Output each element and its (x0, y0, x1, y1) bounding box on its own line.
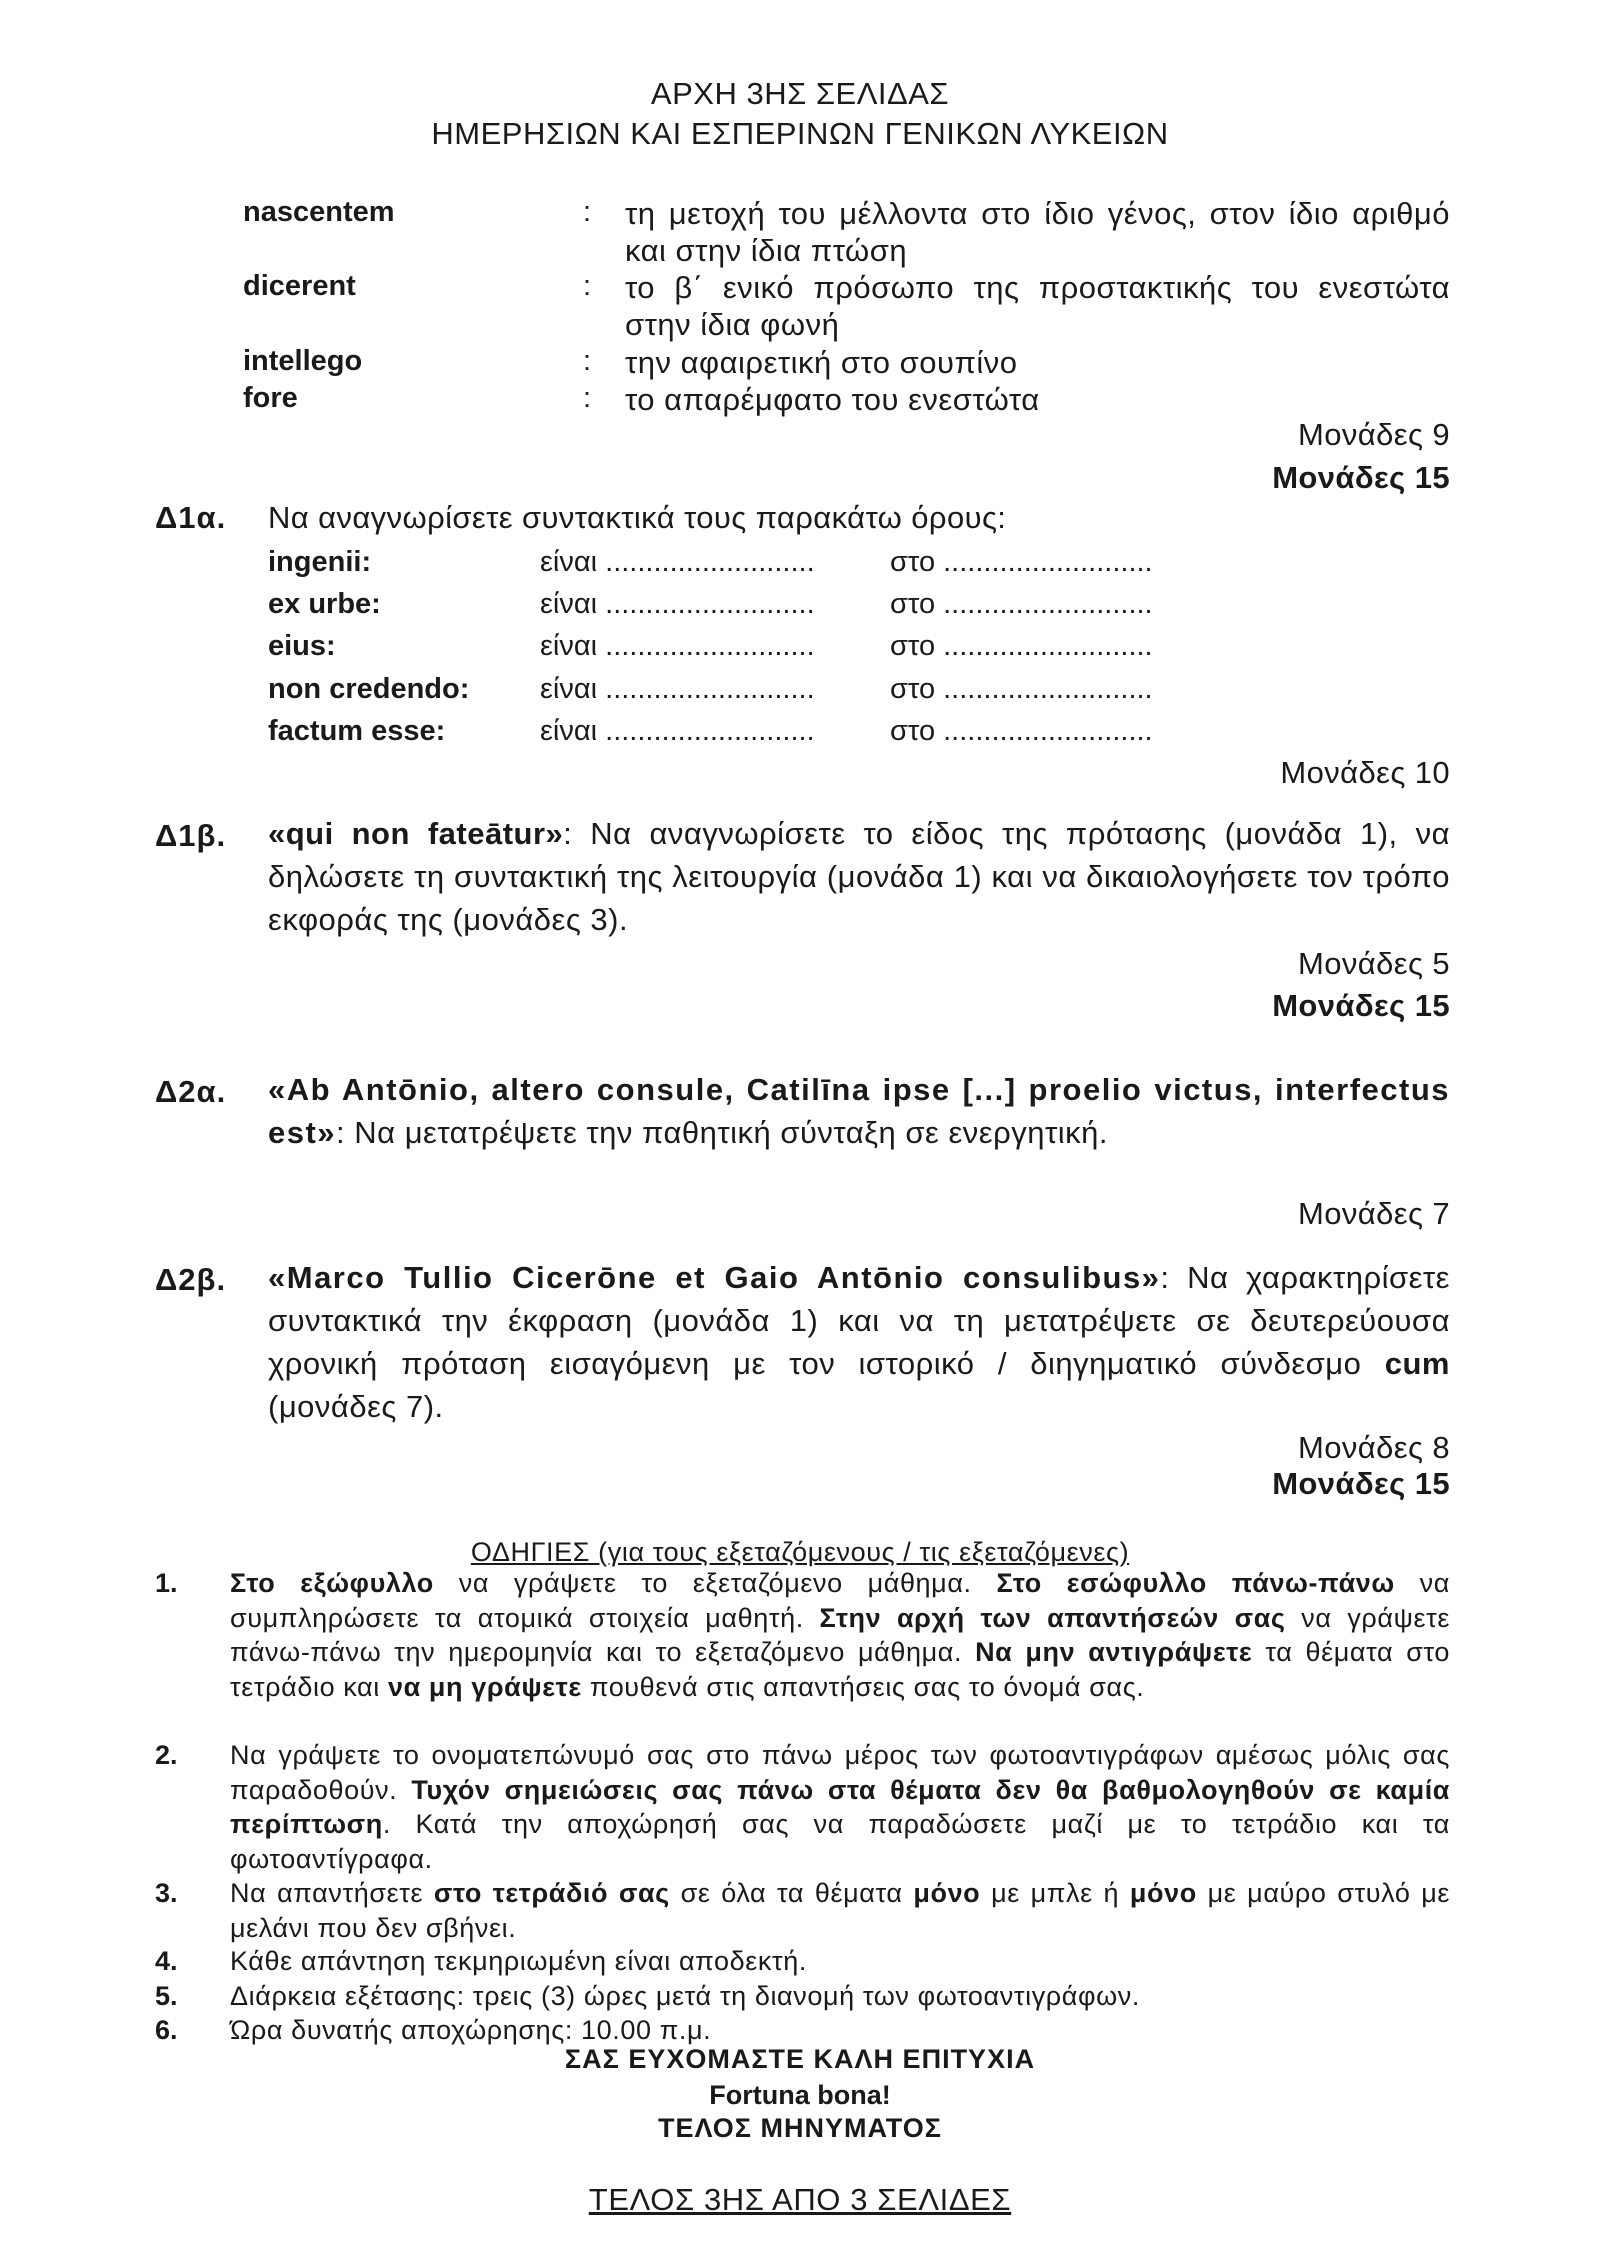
instruction-text: Να γράψετε το ονοματεπώνυμό σας στο πάνω μέρος των φωτοαντιγράφων αμέσως μόλις σας παραδοθούν. (230, 1740, 1450, 1805)
question-body-d2a (268, 1068, 1450, 1154)
instruction-text: Ώρα δυνατής αποχώρησης: 10.00 π.μ. (230, 2015, 712, 2045)
instruction-text-bold: Στο εσώφυλλο πάνω-πάνω (996, 1568, 1420, 1598)
latin-term: ex urbe: (268, 588, 381, 620)
definition-term: nascentem (243, 196, 395, 228)
answer-blank-is: είναι .......................... (540, 630, 815, 662)
instruction-number: 1. (155, 1568, 178, 1598)
definition-colon: : (583, 345, 592, 377)
instruction-text-bold: μόνο (913, 1878, 992, 1908)
definition-text: το απαρέμφατο του ενεστώτα (625, 382, 1040, 417)
instructions-title: ΟΔΗΓΙΕΣ (για τους εξεταζόμενους / τις εξεταζόμενες) (470, 1537, 1130, 1567)
answer-blank-is: είναι .......................... (540, 588, 815, 620)
answer-blank-to: στο .......................... (890, 715, 1153, 747)
question-label-d1a: Δ1α. (155, 500, 227, 535)
instruction-text: . Κατά την αποχώρησή σας να παραδώσετε μαζί με το τετράδιο και τα φωτοαντίγραφα. (230, 1809, 1450, 1874)
definition-colon: : (583, 270, 592, 302)
units-total: Μονάδες 15 (1272, 460, 1450, 495)
instruction-text: με μπλε ή (991, 1878, 1130, 1908)
school-type-header: ΗΜΕΡΗΣΙΩΝ ΚΑΙ ΕΣΠΕΡΙΝΩΝ ΓΕΝΙΚΩΝ ΛΥΚΕΙΩΝ (431, 116, 1169, 151)
definition-colon: : (583, 196, 592, 228)
page-start-header: ΑΡΧΗ 3ΗΣ ΣΕΛΙΔΑΣ (650, 76, 950, 111)
latin-term: non credendo: (268, 673, 470, 705)
question-text: : Να αναγνωρίσετε το είδος της πρότασης (μονάδα 1), να δηλώσετε τη συντακτική της λειτουργία (μονάδα 1) και να δικαιολογήσετε τον τρόπο εκφοράς της (μονάδες 3). (268, 816, 1450, 937)
instruction-text: να γράψετε το εξεταζόμενο μάθημα. (458, 1568, 997, 1598)
instruction-number: 5. (155, 1981, 178, 2011)
instruction-item (230, 1979, 1450, 2014)
answer-blank-to: στο .......................... (890, 673, 1153, 705)
units-score: Μονάδες 8 (1298, 1430, 1450, 1465)
instruction-item (230, 2013, 1450, 2048)
instruction-text: με μαύρο στυλό με μελάνι που δεν σβήνει. (230, 1878, 1451, 1943)
question-prompt-d1a: Να αναγνωρίσετε συντακτικά τους παρακάτω όρους: (268, 500, 1007, 535)
instruction-text-bold: Να μην αντιγράψετε (975, 1637, 1266, 1667)
definition-colon: : (583, 382, 592, 414)
units-score: Μονάδες 7 (1298, 1196, 1450, 1231)
definition-text: τη μετοχή του μέλλοντα στο ίδιο γένος, στον ίδιο αριθμό και στην ίδια πτώση (625, 196, 1450, 268)
instruction-number: 4. (155, 1946, 178, 1976)
instruction-item (230, 1876, 1450, 1945)
question-label-d1b: Δ1β. (155, 818, 227, 853)
latin-term: factum esse: (268, 715, 446, 747)
definition-term: intellego (243, 345, 363, 377)
question-label-d2b: Δ2β. (155, 1262, 227, 1297)
units-total: Μονάδες 15 (1272, 1466, 1450, 1501)
question-label-d2a: Δ2α. (155, 1074, 227, 1109)
definition-term: dicerent (243, 270, 356, 302)
instruction-item (230, 1738, 1450, 1876)
instruction-text: Να απαντήσετε (230, 1878, 434, 1908)
instruction-text: να συμπληρώσετε τα ατομικά στοιχεία μαθητή. (230, 1568, 1450, 1633)
instruction-item (230, 1944, 1450, 1979)
latin-term: eius: (268, 630, 336, 662)
instruction-text-bold: Τυχόν σημειώσεις σας πάνω στα θέματα δεν θα βαθμολογηθούν σε καμία περίπτωση (230, 1774, 1450, 1839)
instruction-text-bold: να μη γράψετε (387, 1671, 590, 1702)
instruction-text: να γράψετε πάνω-πάνω την ημερομηνία και το εξεταζόμενο μάθημα. (230, 1602, 1450, 1667)
instruction-text: τα θέματα στο τετράδιο και (230, 1637, 1450, 1702)
good-luck-message: ΣΑΣ ΕΥΧΟΜΑΣΤΕ ΚΑΛΗ ΕΠΙΤΥΧΙΑ (564, 2044, 1036, 2074)
units-score: Μονάδες 5 (1298, 946, 1450, 981)
answer-blank-to: στο .......................... (890, 588, 1153, 620)
instruction-number: 2. (155, 1740, 178, 1770)
question-body-d2b (268, 1256, 1450, 1428)
instruction-text: σε όλα τα θέματα (680, 1878, 914, 1908)
instruction-text: Κάθε απάντηση τεκμηριωμένη είναι αποδεκτή. (230, 1946, 807, 1976)
question-text: : Να χαρακτηρίσετε συντακτικά την έκφραση (μονάδα 1) και να τη μετατρέψετε σε δευτερεύουσα χρονική πρόταση εισαγόμενη με τον ιστορικό / διηγηματικό σύνδεσμο (268, 1260, 1450, 1381)
definition-term: fore (243, 382, 298, 414)
instruction-text-bold: Στο εξώφυλλο (230, 1568, 459, 1598)
page-end-footer: ΤΕΛΟΣ 3ΗΣ ΑΠΟ 3 ΣΕΛΙΔΕΣ (588, 2182, 1012, 2217)
instruction-text: πουθενά στις απαντήσεις σας το όνομά σας. (589, 1671, 1145, 1702)
instruction-text-bold: στο τετράδιό σας (433, 1878, 681, 1908)
latin-quote: «qui non fateātur» (268, 816, 564, 851)
units-score: Μονάδες 9 (1298, 417, 1450, 452)
answer-blank-is: είναι .......................... (540, 715, 815, 747)
answer-blank-to: στο .......................... (890, 546, 1153, 578)
question-body-d1b (268, 812, 1450, 941)
instruction-number: 3. (155, 1878, 178, 1908)
end-of-message: ΤΕΛΟΣ ΜΗΝΥΜΑΤΟΣ (658, 2113, 942, 2143)
conjunction-cum: cum (1384, 1346, 1450, 1381)
latin-quote: «Ab Antōnio, altero consule, Catilīna ipse [...] proelio victus, interfectus est» (268, 1072, 1450, 1150)
answer-blank-to: στο .......................... (890, 630, 1153, 662)
instruction-text: Διάρκεια εξέτασης: τρεις (3) ώρες μετά τη διανομή των φωτοαντιγράφων. (230, 1981, 1140, 2011)
units-score: Μονάδες 10 (1280, 755, 1450, 790)
latin-quote: «Marco Tullio Cicerōne et Gaio Antōnio consulibus» (268, 1260, 1161, 1295)
definition-text: το β΄ ενικό πρόσωπο της προστακτικής του ενεστώτα στην ίδια φωνή (625, 270, 1450, 342)
question-text: : Να μετατρέψετε την παθητική σύνταξη σε ενεργητική. (336, 1115, 1108, 1150)
latin-good-luck: Fortuna bona! (709, 2080, 891, 2110)
latin-term: ingenii: (268, 546, 372, 578)
definition-text: την αφαιρετική στο σουπίνο (625, 345, 1018, 380)
answer-blank-is: είναι .......................... (540, 673, 815, 705)
answer-blank-is: είναι .......................... (540, 546, 815, 578)
instruction-number: 6. (155, 2015, 178, 2045)
units-total: Μονάδες 15 (1272, 988, 1450, 1023)
instruction-item (230, 1566, 1450, 1704)
instruction-text-bold: μόνο (1129, 1878, 1208, 1908)
question-text-end: (μονάδες 7). (268, 1389, 444, 1424)
instruction-text-bold: Στην αρχή των απαντήσεών σας (819, 1602, 1302, 1633)
